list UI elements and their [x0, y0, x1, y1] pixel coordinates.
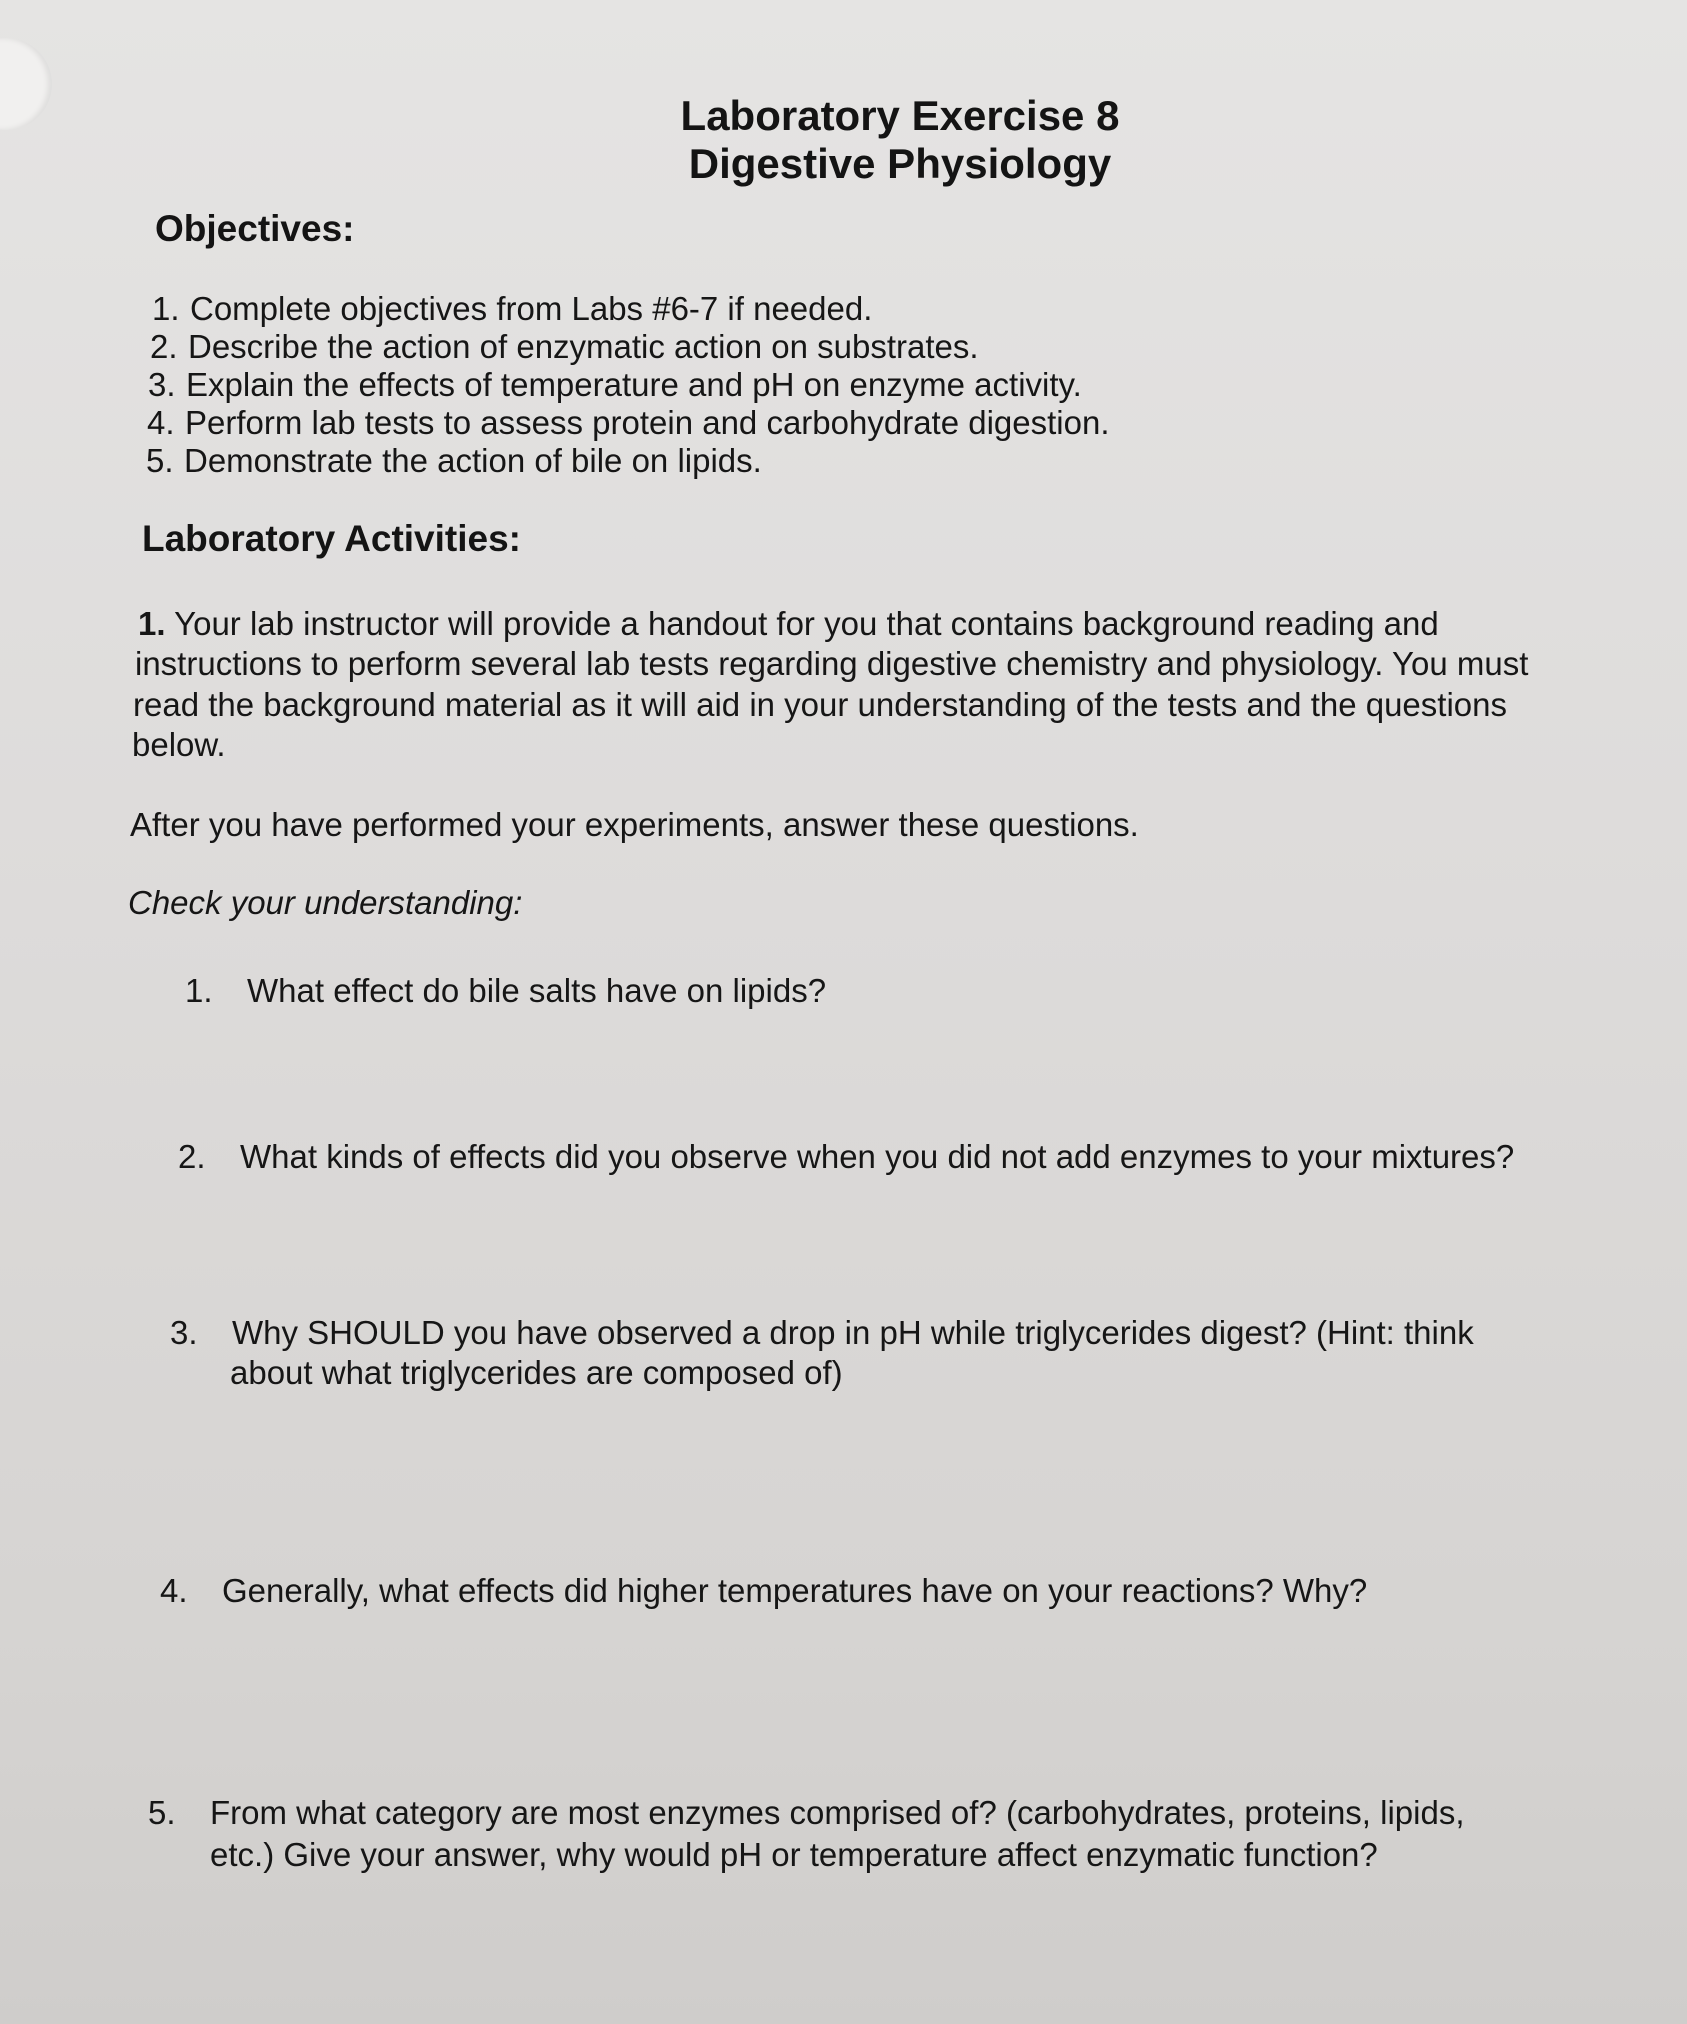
question-text: Why SHOULD you have observed a drop in pH while triglycerides digest? (Hint: think: [232, 1314, 1474, 1351]
activity-paragraph-line: instructions to perform several lab tests regarding digestive chemistry and physiology. You must: [135, 645, 1529, 682]
question-item: [148, 1794, 1465, 1832]
check-understanding-heading: Check your understanding:: [128, 884, 523, 921]
question-item: [178, 1138, 1514, 1176]
question-number: 1.: [185, 972, 213, 1009]
question-text-continued: etc.) Give your answer, why would pH or temperature affect enzymatic function?: [210, 1836, 1378, 1873]
question-number: 4.: [160, 1572, 188, 1609]
objective-text: Describe the action of enzymatic action on substrates.: [188, 328, 979, 365]
objective-item: [148, 366, 1082, 404]
question-number: 5.: [148, 1794, 176, 1831]
objective-number: 5.: [146, 442, 174, 479]
objective-number: 1.: [152, 290, 180, 327]
objective-text: Perform lab tests to assess protein and carbohydrate digestion.: [185, 404, 1110, 441]
activity-paragraph-line: below.: [132, 726, 226, 763]
after-experiments-text: After you have performed your experiments, answer these questions.: [130, 806, 1139, 843]
objectives-heading: Objectives:: [155, 208, 355, 249]
page-title: Laboratory Exercise 8: [680, 92, 1120, 139]
objective-text: Demonstrate the action of bile on lipids.: [184, 442, 762, 479]
activity-paragraph-line: [138, 605, 1439, 643]
question-text: What effect do bile salts have on lipids?: [247, 972, 827, 1009]
objective-item: [147, 404, 1110, 442]
question-number: 2.: [178, 1138, 206, 1175]
page-subtitle: Digestive Physiology: [688, 140, 1112, 187]
objective-item: [146, 442, 762, 480]
activities-heading: Laboratory Activities:: [142, 518, 521, 559]
objective-text: Complete objectives from Labs #6-7 if needed.: [190, 290, 873, 327]
activity-text: Your lab instructor will provide a handout for you that contains background reading and: [174, 605, 1439, 642]
question-number: 3.: [170, 1314, 198, 1351]
question-item: [185, 972, 826, 1010]
question-text: Generally, what effects did higher temperatures have on your reactions? Why?: [222, 1572, 1368, 1609]
question-text-continued: about what triglycerides are composed of): [230, 1354, 843, 1391]
question-text: What kinds of effects did you observe when you did not add enzymes to your mixtures?: [240, 1138, 1515, 1175]
activity-number: 1.: [138, 605, 166, 642]
objective-number: 3.: [148, 366, 176, 403]
objective-item: [150, 328, 979, 366]
objective-number: 2.: [150, 328, 178, 365]
activity-paragraph-line: read the background material as it will aid in your understanding of the tests and the questions: [133, 686, 1507, 723]
question-item: [160, 1572, 1367, 1610]
question-text: From what category are most enzymes comprised of? (carbohydrates, proteins, lipids,: [210, 1794, 1465, 1831]
objective-text: Explain the effects of temperature and pH on enzyme activity.: [186, 366, 1082, 403]
question-item: [170, 1314, 1474, 1352]
objective-number: 4.: [147, 404, 175, 441]
objective-item: [152, 290, 872, 328]
